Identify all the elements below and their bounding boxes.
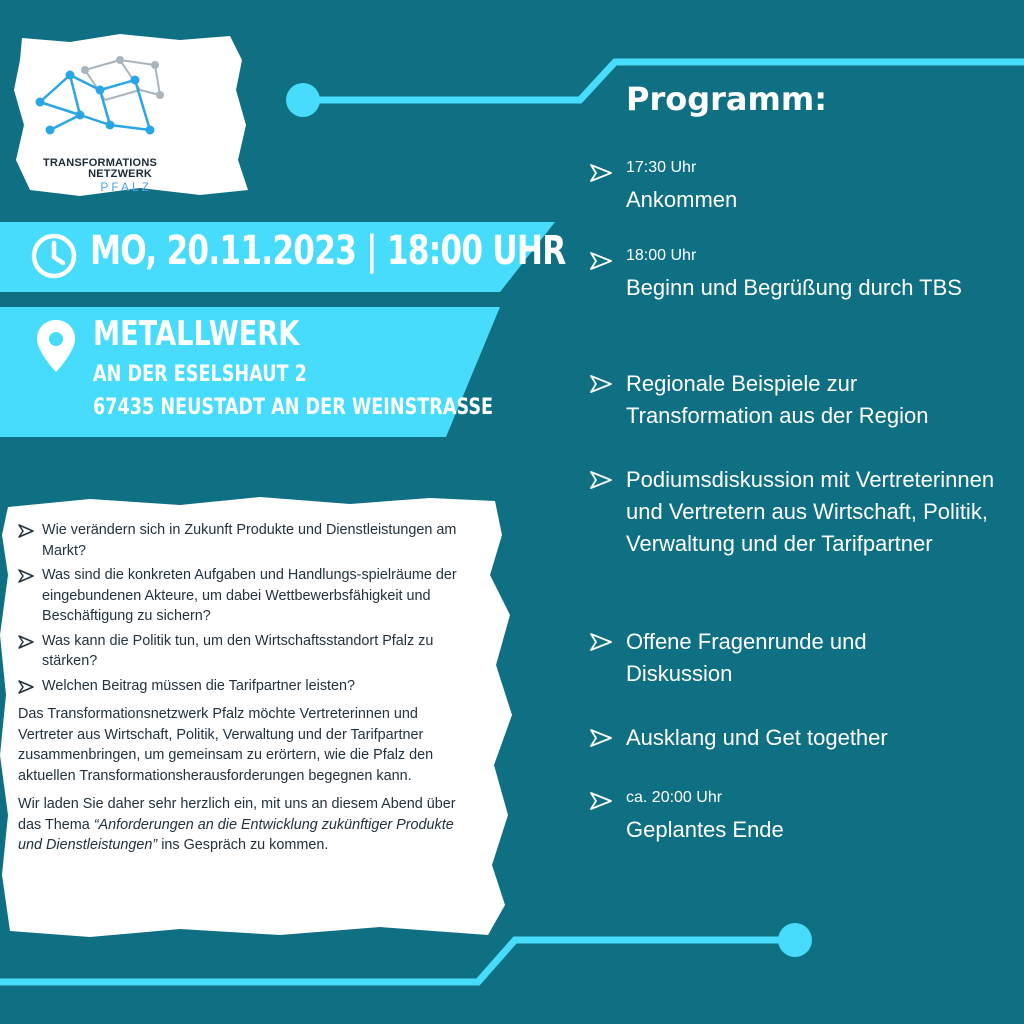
venue-name: METALLWERK [93, 314, 300, 354]
question-item [18, 676, 458, 701]
question-text: Wie verändern sich in Zukunft Produkte und Dienstleistungen am Markt? [42, 522, 457, 559]
arrow-icon [590, 788, 626, 846]
program-text: Podiumsdiskussion mit Vertreterinnen und Vertretern aus Wirtschaft, Politik, Verwaltung und der Tarifpartner [626, 467, 995, 556]
program-text: Beginn und Begrüßung durch TBS [626, 275, 962, 300]
logo [10, 30, 250, 200]
venue-address-line-1: AN DER ESELSHAUT 2 [93, 362, 307, 387]
program-item [590, 246, 1010, 304]
question-text: Was kann die Politik tun, um den Wirtschaftsstandort Pfalz zu stärken? [42, 632, 434, 669]
arrow-icon [18, 565, 42, 590]
program-text: Regionale Beispiele zur Transformation aus der Region [626, 371, 929, 428]
intro-paragraph-2 [18, 794, 458, 856]
program-item [590, 368, 1010, 432]
arrow-icon [590, 626, 626, 690]
venue-address-line-2: 67435 NEUSTADT AN DER WEINSTRASSE [93, 395, 494, 420]
program-time: 18:00 Uhr [626, 247, 697, 264]
program-text: Ankommen [626, 187, 738, 212]
arrow-icon [590, 368, 626, 432]
intro-paragraph-2-end: ins Gespräch zu kommen. [157, 837, 329, 853]
location-pin-icon [34, 318, 78, 374]
program-title: Programm: [626, 80, 827, 118]
arrow-icon [590, 246, 626, 304]
question-text: Was sind die konkreten Aufgaben und Handlungs-spielräume der eingebundenen Akteure, um dabei Wettbewerbsfähigkeit und Beschäftigung zu sichern? [42, 567, 457, 624]
intro-paragraph-1: Das Transformationsnetzwerk Pfalz möchte Vertreterinnen und Vertreter aus Wirtschaft, Politik, Verwaltung und der Tarifpartner zusammenbringen, um gemeinsam zu erörtern, wie die Pfalz den aktuellen Transformationsherausforderungen begegnen kann. [18, 706, 434, 784]
question-item [18, 520, 458, 561]
logo-text [40, 158, 160, 193]
program-text: Ausklang und Get together [626, 725, 888, 750]
program-text: Geplantes Ende [626, 817, 784, 842]
intro-text-block [18, 520, 458, 864]
logo-line-3: PFALZ [100, 180, 152, 194]
program-time: ca. 20:00 Uhr [626, 789, 723, 806]
program-item [590, 626, 1010, 690]
logo-line-1: TRANSFORMATIONS [42, 157, 157, 169]
arrow-icon [590, 464, 626, 560]
program-item [590, 722, 1010, 754]
arrow-icon [590, 158, 626, 216]
arrow-icon [18, 676, 42, 701]
program-item [590, 788, 1010, 846]
clock-icon [30, 232, 78, 280]
question-text: Welchen Beitrag müssen die Tarifpartner leisten? [42, 677, 356, 694]
question-item [18, 631, 458, 672]
event-datetime: MO, 20.11.2023 | 18:00 UHR [90, 228, 566, 274]
event-theme: “Anforderungen an die Entwicklung zukünftiger Produkte und Dienstleistungen” [18, 816, 454, 853]
arrow-icon [590, 722, 626, 754]
intro-paragraph-2-start: Wir laden Sie daher sehr herzlich ein, mit uns an diesem Abend über das Thema [18, 796, 456, 833]
program-time: 17:30 Uhr [626, 159, 697, 176]
question-item [18, 565, 458, 627]
program-item [590, 158, 1010, 216]
logo-line-2: NETZWERK [88, 168, 152, 180]
arrow-icon [18, 631, 42, 656]
program-text: Offene Fragenrunde und Diskussion [626, 629, 867, 686]
program-item [590, 464, 1010, 560]
arrow-icon [18, 520, 42, 545]
